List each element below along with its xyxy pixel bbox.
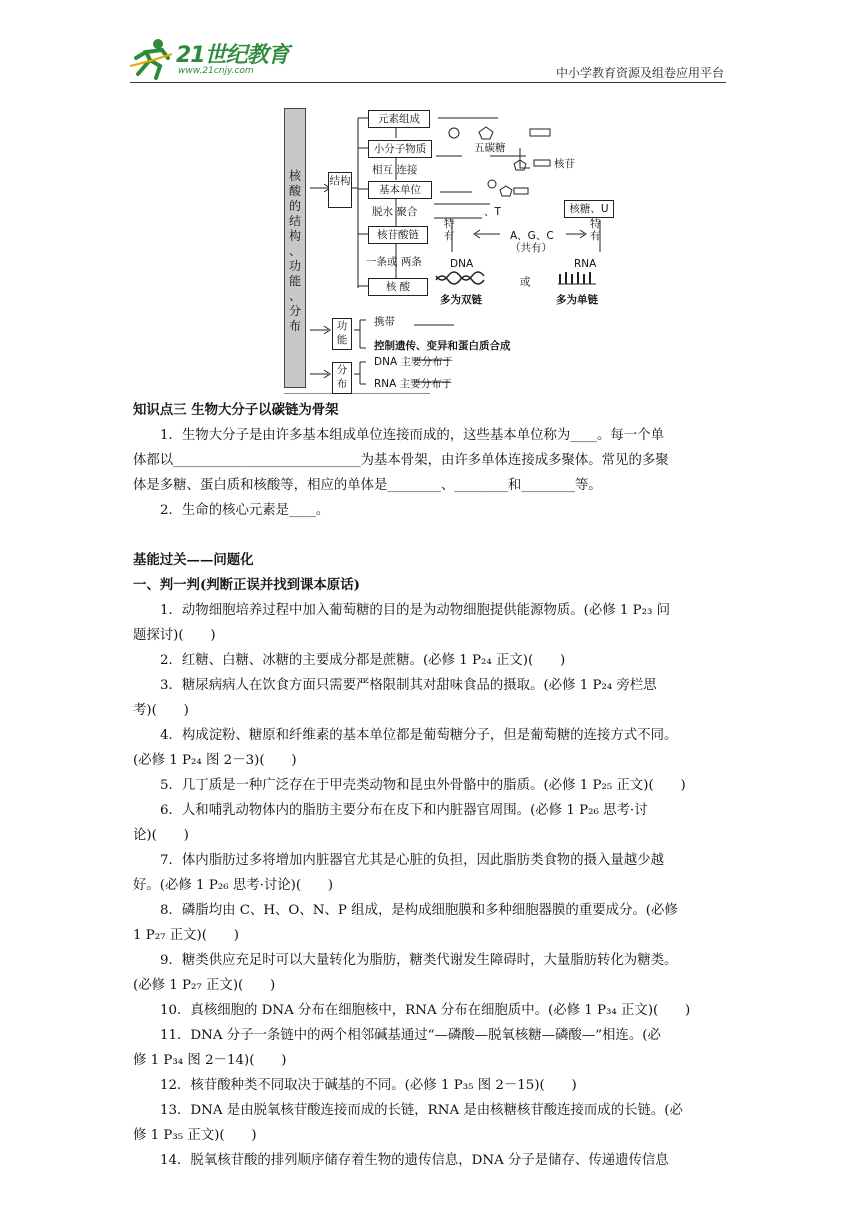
- question-line: 12．核苷酸种类不同取决于碱基的不同。(必修 1 P₃₅ 图 2－15)( ): [160, 1078, 577, 1093]
- carry-label: 携带: [374, 316, 395, 328]
- question-line: 5．几丁质是一种广泛存在于甲壳类动物和昆虫外骨骼中的脂质。(必修 1 P₂₅ 正文)( ): [160, 778, 686, 793]
- control-label: 控制遗传、变异和蛋白质合成: [374, 340, 511, 352]
- nucleoside-label: 核苷: [554, 158, 575, 170]
- double-label: 多为双链: [440, 294, 482, 306]
- question-line: 修 1 P₃₄ 图 2－14)( ): [133, 1053, 287, 1068]
- or-label: 或: [520, 276, 531, 288]
- page-header: [0, 0, 860, 86]
- logo-url: www.21cnjy.com: [178, 66, 254, 76]
- paragraph: 2．生命的核心元素是____。: [160, 503, 330, 518]
- section-title: 知识点三 生物大分子以碳链为骨架: [133, 402, 339, 418]
- ribose-u-box: 核糖、U: [564, 200, 614, 218]
- link-label: 相互 连接: [372, 164, 418, 176]
- rna-label: RNA: [574, 258, 597, 270]
- one-or-two-label: 一条或 两条: [366, 256, 422, 268]
- question-line: 9．糖类供应充足时可以大量转化为脂肪，糖类代谢发生障碍时，大量脂肪转化为糖类。: [160, 953, 678, 968]
- special-label-rna: 特有: [590, 218, 601, 242]
- question-line: 修 1 P₃₅ 正文)( ): [133, 1128, 257, 1143]
- question-line: 1．动物细胞培养过程中加入葡萄糖的目的是为动物细胞提供能源物质。(必修 1 P₂₃ 问: [160, 603, 671, 618]
- question-line: 考)( ): [133, 703, 189, 718]
- runner-logo-icon: [128, 36, 174, 80]
- subsection-title: 一、判一判(判断正误并找到课本原话): [133, 577, 360, 593]
- dna-label: DNA: [450, 258, 474, 270]
- question-line: 8．磷脂均由 C、H、O、N、P 组成，是构成细胞膜和多种细胞器膜的重要成分。(必修: [160, 903, 678, 918]
- question-line: 13．DNA 是由脱氧核苷酸连接而成的长链，RNA 是由核糖核苷酸连接而成的长链。(必: [160, 1103, 683, 1118]
- question-line: 好。(必修 1 P₂₆ 思考·讨论)( ): [133, 878, 334, 893]
- element-box: 元素组成: [368, 110, 430, 128]
- question-line: 题探讨)( ): [133, 628, 216, 643]
- common-bases: A、G、C: [510, 230, 554, 242]
- question-line: 4．构成淀粉、糖原和纤维素的基本单位都是葡萄糖分子，但是葡萄糖的连接方式不同。: [160, 728, 678, 743]
- question-line: 10．真核细胞的 DNA 分布在细胞核中，RNA 分布在细胞质中。(必修 1 P₃₄ 正文)( ): [160, 1003, 691, 1018]
- t-label: 、T: [484, 206, 501, 218]
- logo-text: 21世纪教育: [176, 43, 289, 68]
- question-line: 6．人和哺乳动物体内的脂肪主要分布在皮下和内脏器官周围。(必修 1 P₂₆ 思考·讨: [160, 803, 648, 818]
- section-title: 基能过关——问题化: [133, 552, 254, 568]
- chain-box: 核苷酸链: [368, 226, 428, 244]
- platform-name: 中小学教育资源及组卷应用平台: [555, 66, 724, 80]
- single-label: 多为单链: [556, 294, 598, 306]
- pentose-label: 五碳糖: [474, 142, 506, 154]
- dna-distribution: DNA 主要分布于: [374, 356, 453, 368]
- main-content: [133, 398, 730, 1173]
- question-line: 3．糖尿病病人在饮食方面只需要严格限制其对甜味食品的摄取。(必修 1 P₂₄ 旁栏思: [160, 678, 657, 693]
- paragraph: 体是多糖、蛋白质和核酸等，相应的单体是________、________和________等。: [133, 478, 602, 493]
- question-line: 7．体内脂肪过多将增加内脏器官尤其是心脏的负担，因此脂肪类食物的摄入量越少越: [160, 853, 664, 868]
- paragraph: 体都以____________________________为基本骨架，由许多单体连接成多聚体。常见的多聚: [133, 453, 669, 468]
- special-label-dna: 特有: [444, 218, 455, 242]
- common-note: （共有）: [510, 242, 552, 254]
- structure-box: 结构: [328, 172, 352, 208]
- question-line: (必修 1 P₂₄ 图 2－3)( ): [133, 753, 297, 768]
- function-box: 功能: [332, 318, 352, 350]
- question-line: 论)( ): [133, 828, 189, 843]
- question-line: (必修 1 P₂₇ 正文)( ): [133, 978, 276, 993]
- header-divider: [130, 82, 726, 83]
- side-title: 核 酸 的 结 构 、 功 能 、 分 布: [284, 108, 306, 388]
- question-line: 14．脱氧核苷酸的排列顺序储存着生物的遗传信息，DNA 分子是储存、传递遗传信息: [160, 1153, 669, 1168]
- nucleic-acid-box: 核 酸: [368, 278, 428, 296]
- question-line: 2．红糖、白糖、冰糖的主要成分都是蔗糖。(必修 1 P₂₄ 正文)( ): [160, 653, 566, 668]
- small-molecule-box: 小分子物质: [368, 140, 432, 158]
- logo: [128, 36, 298, 82]
- basic-unit-box: 基本单位: [368, 181, 432, 199]
- question-line: 1 P₂₇ 正文)( ): [133, 928, 240, 943]
- dehydrate-label: 脱水 聚合: [372, 206, 418, 218]
- nucleic-acid-diagram: [284, 108, 616, 394]
- paragraph: 1．生物大分子是由许多基本组成单位连接而成的，这些基本单位称为____。每一个单: [160, 428, 664, 443]
- distribution-box: 分布: [332, 362, 352, 394]
- question-line: 11．DNA 分子一条链中的两个相邻碱基通过“—磷酸—脱氧核糖—磷酸—”相连。(必: [160, 1028, 661, 1043]
- rna-distribution: RNA 主要分布于: [374, 378, 453, 390]
